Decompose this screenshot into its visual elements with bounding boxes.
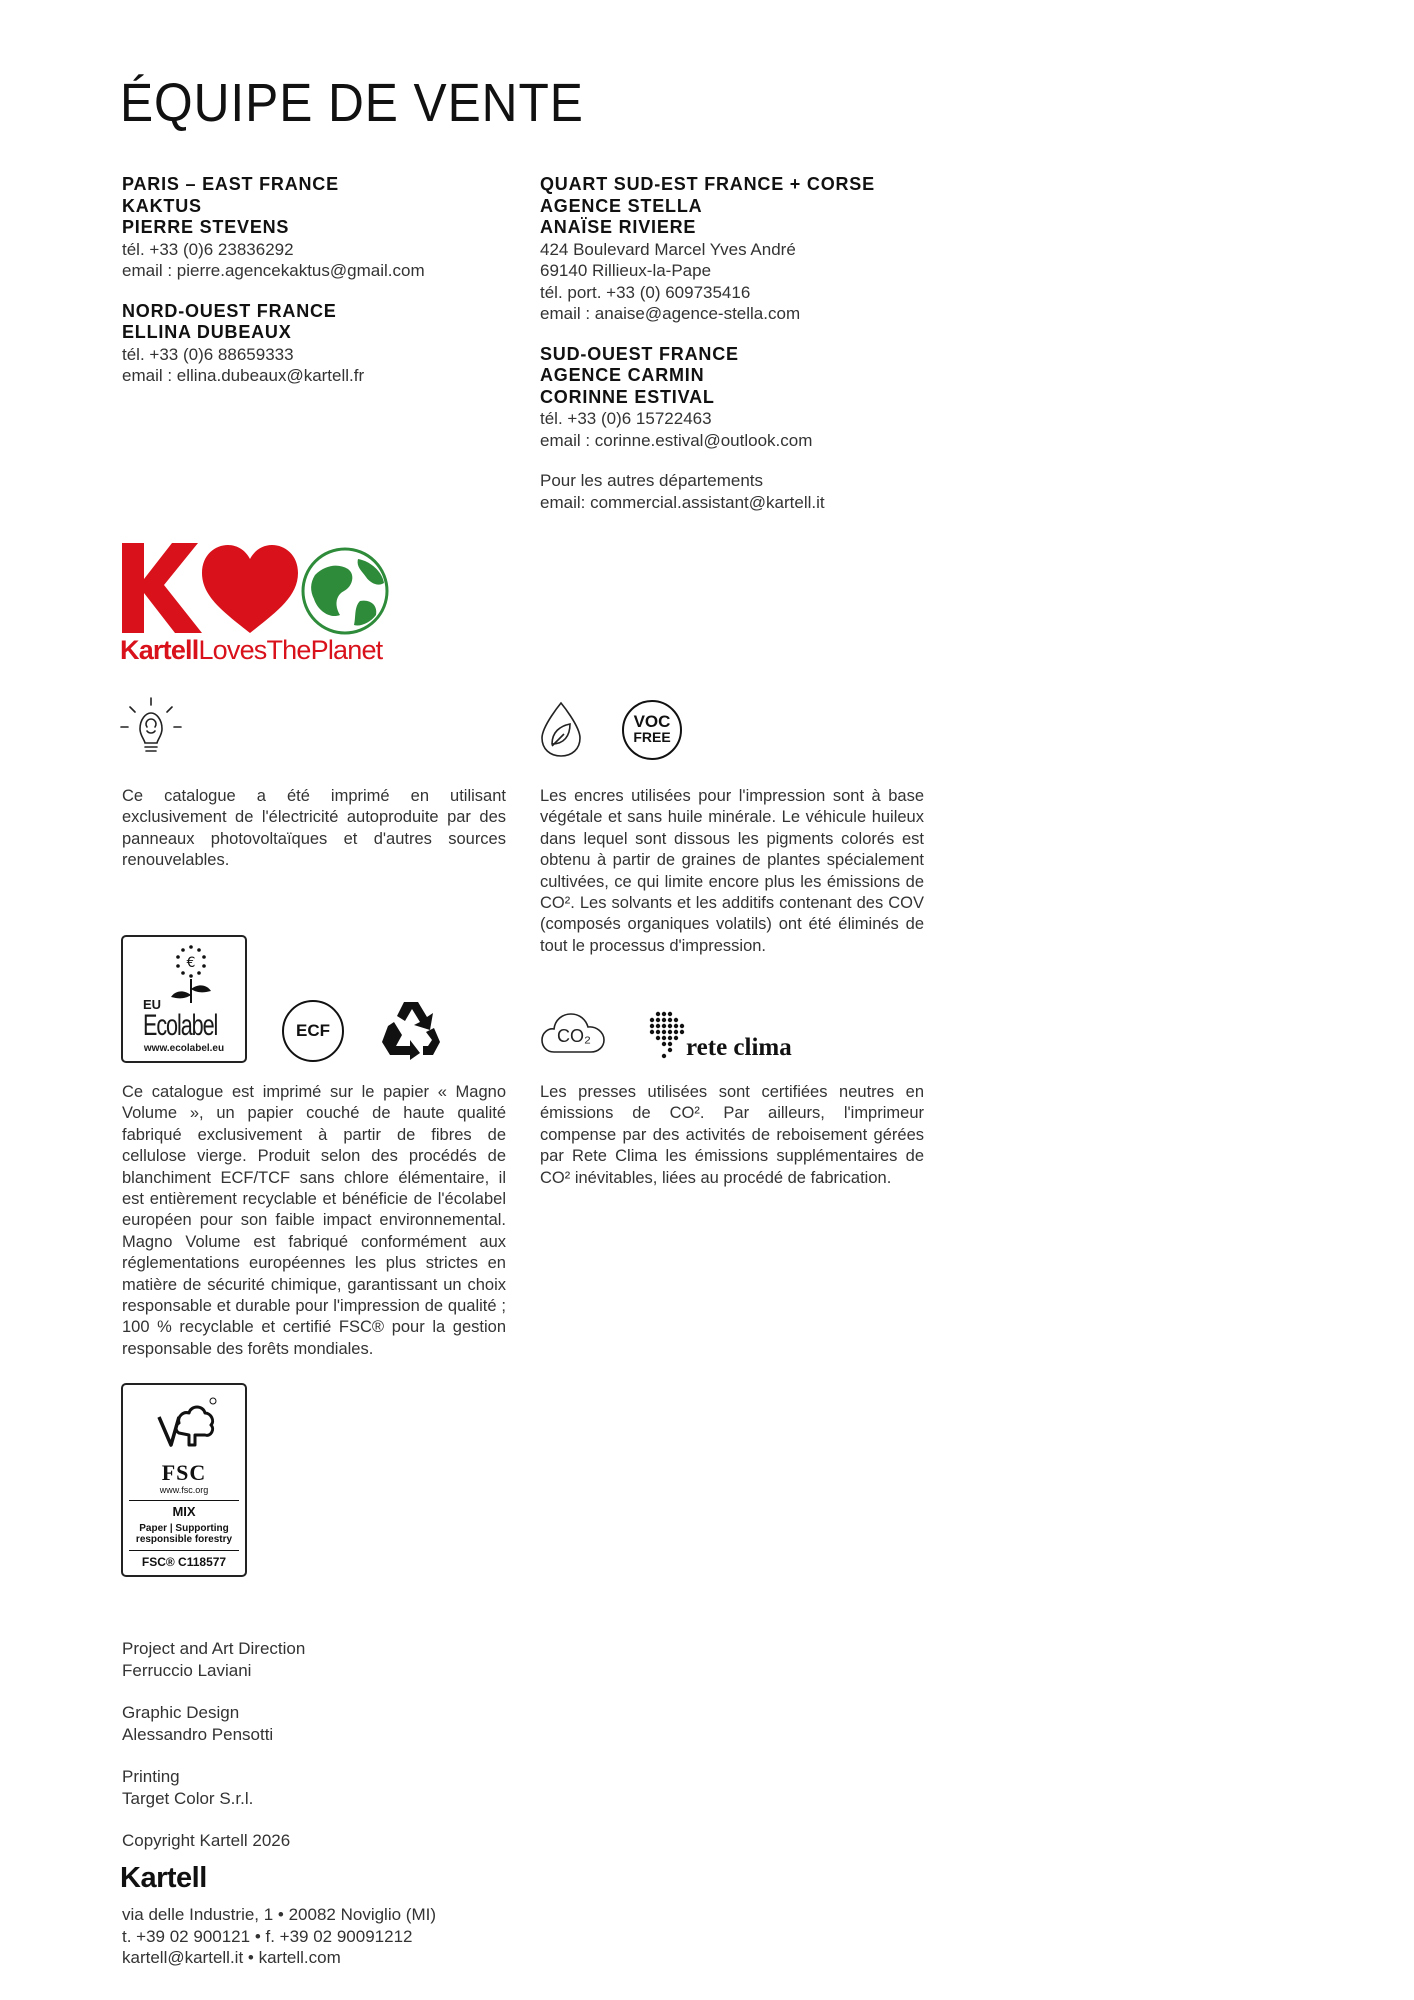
- contacts-left: [122, 174, 502, 406]
- contact-agency: AGENCE CARMIN: [540, 365, 705, 385]
- credit-role: Printing: [122, 1767, 180, 1786]
- contact-phone: tél. port. +33 (0) 609735416: [540, 282, 751, 302]
- contact-region: QUART SUD-EST FRANCE + CORSE: [540, 174, 875, 194]
- svg-text:€: €: [186, 955, 196, 971]
- fsc-name: FSC: [161, 1460, 207, 1485]
- contact-other-label: Pour les autres départements: [540, 471, 764, 490]
- footer-web[interactable]: kartell@kartell.it • kartell.com: [122, 1948, 341, 1967]
- contact-email[interactable]: email : pierre.agencekaktus@gmail.com: [122, 261, 425, 280]
- paper-paragraph: Ce catalogue est imprimé sur le papier « Magno Volume », un papier couché de haute qualité fabriqué exclusivement à partir de fibres de cellulose vierge. Produit selon des procédés de blanchiment ECF/TCF sans chlore élémentaire, il est entièrement recyclable et bénéficie de l'écolabel européen pour son faible impact environnemental. Magno Volume est fabriqué conformément aux réglementations européennes les plus strictes en matière de sécurité chimique, garantissant un choix responsable et durable pour l'impression de qualité ; 100 % recyclable et certifié FSC® pour la gestion responsable des forêts mondiales.: [122, 1083, 506, 1358]
- voc-free-badge: [622, 700, 682, 760]
- contact-agency: AGENCE STELLA: [540, 195, 703, 216]
- credit-printing: [122, 1766, 522, 1809]
- ecf-label: ECF: [296, 1021, 330, 1040]
- leaf-drop-icon: [538, 700, 584, 758]
- eu-ecolabel-logo: [121, 935, 247, 1063]
- voc-label: VOC: [633, 712, 671, 731]
- contact-region: NORD-OUEST FRANCE: [122, 300, 337, 321]
- inks-paragraph: Les encres utilisées pour l'impression sont à base végétale et sans huile minérale. Le véhicule huileux dans lequel sont dissous les pigments colorés est obtenu à partir de graines de plantes spécialement cultivées, ce qui limite encore plus les émissions de CO². Les solvants et les additifs contenant des COV (composés organiques volatils) ont été éliminés de tout le processus d'impression.: [540, 787, 924, 955]
- contact-region: SUD-OUEST FRANCE: [540, 343, 739, 364]
- credit-name: Ferruccio Laviani: [122, 1660, 252, 1680]
- credit-role: Graphic Design: [122, 1703, 240, 1722]
- contact-person: CORINNE ESTIVAL: [540, 386, 715, 407]
- co2-label: CO₂: [557, 1026, 591, 1046]
- contact-person: ANAÏSE RIVIERE: [540, 217, 697, 237]
- kartell-wordmark: Kartell: [120, 1862, 207, 1894]
- fsc-line1: Paper | Supporting: [139, 1523, 229, 1534]
- footer-address: via delle Industrie, 1 • 20082 Noviglio (MI): [122, 1905, 436, 1924]
- credit-name: Alessandro Pensotti: [122, 1724, 274, 1744]
- contact-email[interactable]: email : corinne.estival@outlook.com: [540, 430, 813, 450]
- contact-nord-ouest: [122, 301, 502, 387]
- contact-phone: tél. +33 (0)6 15722463: [540, 409, 712, 428]
- voc-free-label: FREE: [633, 729, 671, 745]
- presses-paragraph: Les presses utilisées sont certifiées neutres en émissions de CO². Par ailleurs, l'imprimeur compense par des activités de reboisement gérées par Rete Clima les émissions supplémentaires de CO² inévitables, liées au procédé de fabrication.: [540, 1083, 924, 1187]
- rete-clima-label: rete clima: [686, 1034, 792, 1061]
- contact-address: 424 Boulevard Marcel Yves André: [540, 239, 796, 259]
- contact-email[interactable]: email : anaise@agence-stella.com: [540, 304, 801, 323]
- contact-email[interactable]: email: commercial.assistant@kartell.it: [540, 492, 825, 512]
- contact-person: PIERRE STEVENS: [122, 217, 290, 237]
- page-title: ÉQUIPE DE VENTE: [120, 73, 584, 133]
- fsc-mix: MIX: [172, 1504, 196, 1519]
- fsc-line2: responsible forestry: [135, 1534, 233, 1545]
- fsc-logo: [121, 1383, 247, 1577]
- co2-cloud-icon: [540, 1008, 608, 1058]
- ecolabel-flower-icon: [123, 937, 245, 1007]
- energy-paragraph: Ce catalogue a été imprimé en utilisant exclusivement de l'électricité autoproduite par des panneaux photovoltaïques et d'autres sources renouvelables.: [122, 787, 506, 870]
- contact-email[interactable]: email : ellina.dubeaux@kartell.fr: [122, 366, 365, 385]
- ecolabel-eu: EU: [143, 997, 162, 1012]
- lightbulb-icon: [118, 695, 184, 761]
- contact-city: 69140 Rillieux-la-Pape: [540, 261, 712, 280]
- klp-wordmark: [120, 635, 382, 666]
- credit-name: Target Color S.r.l.: [122, 1788, 254, 1808]
- credits: [122, 1638, 522, 1873]
- klp-tagline: LovesThePlanet: [198, 635, 383, 665]
- fsc-code: FSC® C118577: [141, 1555, 227, 1569]
- contact-sud-est: [540, 174, 960, 325]
- ecolabel-name: Ecolabel: [143, 1009, 218, 1042]
- contact-person: ELLINA DUBEAUX: [122, 322, 292, 342]
- contact-region: PARIS – EAST FRANCE: [122, 174, 339, 194]
- footer-phones: t. +39 02 900121 • f. +39 02 90091212: [122, 1926, 413, 1946]
- contact-other: [540, 470, 960, 513]
- fsc-url: www.fsc.org: [159, 1485, 209, 1495]
- contact-phone: tél. +33 (0)6 88659333: [122, 344, 294, 364]
- contact-sud-ouest: [540, 344, 960, 452]
- contact-agency: KAKTUS: [122, 195, 202, 216]
- credit-graphic-design: [122, 1702, 522, 1745]
- contact-phone: tél. +33 (0)6 23836292: [122, 239, 294, 259]
- ecf-badge: [282, 1000, 344, 1062]
- credit-role: Project and Art Direction: [122, 1639, 306, 1658]
- recycle-icon: [378, 998, 444, 1062]
- contacts-right: [540, 174, 960, 532]
- rete-clima-logo: [648, 1010, 808, 1062]
- footer-address-block: [122, 1904, 542, 1969]
- copyright: Copyright Kartell 2026: [122, 1831, 291, 1850]
- contact-paris: [122, 174, 502, 282]
- ecolabel-url: www.ecolabel.eu: [143, 1043, 225, 1054]
- kartell-loves-the-planet-logo: [120, 535, 410, 665]
- fsc-tree-icon: [149, 1393, 219, 1457]
- credit-art-direction: [122, 1638, 522, 1681]
- klp-brand: Kartell: [120, 635, 199, 665]
